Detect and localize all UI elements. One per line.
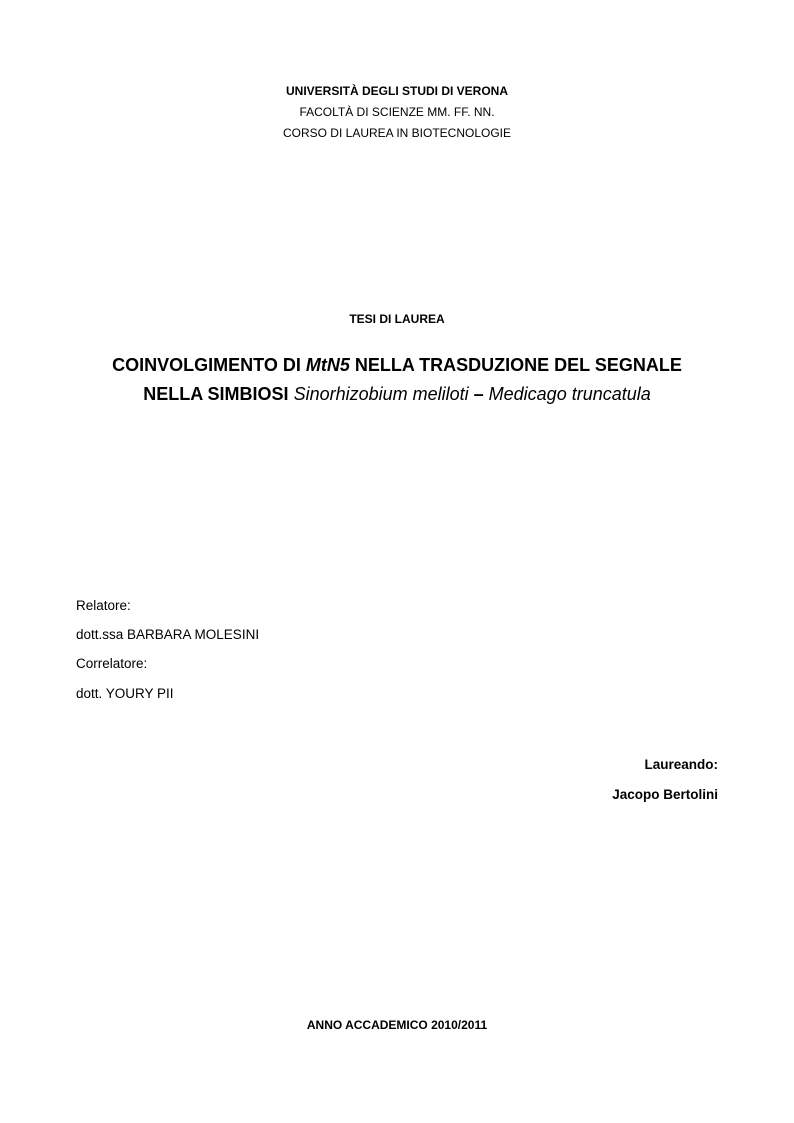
- faculty-name: FACOLTÀ DI SCIENZE MM. FF. NN.: [299, 105, 495, 119]
- gene-name: MtN5: [305, 355, 350, 375]
- thesis-label: TESI DI LAUREA: [349, 312, 445, 326]
- course-name: CORSO DI LAUREA IN BIOTECNOLOGIE: [282, 126, 512, 140]
- thesis-title-line-1: [0, 355, 794, 376]
- correlatore-label: Correlatore:: [76, 656, 148, 671]
- relatore-name: dott.ssa BARBARA MOLESINI: [76, 627, 260, 642]
- title-text: COINVOLGIMENTO DI: [112, 355, 306, 375]
- title-separator: –: [468, 384, 489, 404]
- candidate-name: Jacopo Bertolini: [612, 787, 718, 802]
- species-name: Medicago truncatula: [488, 384, 651, 404]
- species-name: Sinorhizobium meliloti: [293, 384, 469, 404]
- title-text: NELLA TRASDUZIONE DEL SEGNALE: [349, 355, 682, 375]
- university-name: UNIVERSITÀ DEGLI STUDI DI VERONA: [285, 84, 509, 98]
- candidate-label: Laureando:: [644, 757, 718, 772]
- correlatore-name: dott. YOURY PII: [76, 686, 174, 701]
- academic-year: ANNO ACCADEMICO 2010/2011: [306, 1018, 488, 1032]
- thesis-title-line-2: [0, 384, 794, 405]
- title-text: NELLA SIMBIOSI: [143, 384, 294, 404]
- relatore-label: Relatore:: [76, 598, 131, 613]
